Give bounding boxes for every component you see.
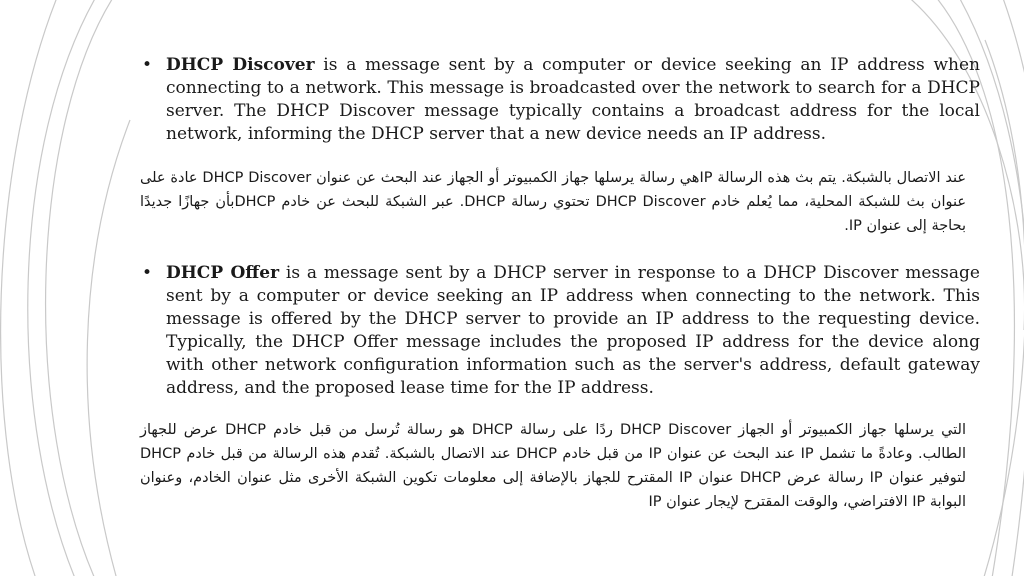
- left-arc-4: [1, 0, 60, 576]
- dhcp-discover-description: is a message sent by a computer or device seeking an IP address when connecting to a network. This message is broadcasted over the network to search for a DHCP server. The DHCP Discover message typically contains a broadcast address for the local network, informing the DHCP server that a new device needs an IP address.: [166, 55, 980, 144]
- dhcp-discover-arabic-translation: عند الاتصال بالشبكة. يتم بث هذه الرسالة IPهي رسالة يرسلها جهاز الكمبيوتر أو الجهاز عند البحث عن عنوان DHCP Discover عادة على عنوان بث للشبكة المحلية، مما يُعلم خادم DHCP Discover تحتوي رسالة DHCP. عبر الشبكة للبحث عن خادم DHCPبأن جهازًا جديدًا بحاجة إلى عنوان IP.: [140, 170, 967, 234]
- slide-content: [140, 54, 980, 514]
- bullet-marker: •: [142, 263, 153, 283]
- left-arc-1: [46, 0, 118, 576]
- bullet-dhcp-discover-english: [140, 54, 980, 146]
- term-dhcp-offer: DHCP Offer: [166, 263, 280, 283]
- bullet-dhcp-offer-english: [140, 262, 980, 400]
- dhcp-offer-description: is a message sent by a DHCP server in response to a DHCP Discover message sent by a computer or device seeking an IP address when connecting to the network. This message is offered by the DHCP server to provide an IP address to the requesting device. Typically, the DHCP Offer message includes the proposed IP address for the device along with other network configuration information such as the server's address, default gateway address, and the proposed lease time for the IP address.: [166, 263, 980, 398]
- bullet-marker: •: [142, 55, 153, 75]
- left-arc-2: [28, 0, 100, 576]
- right-arc-4: [1000, 0, 1024, 576]
- left-arc-3: [87, 120, 130, 576]
- right-arc-3: [980, 40, 1024, 576]
- dhcp-offer-arabic-translation: التي يرسلها جهاز الكمبيوتر أو الجهاز DHCP Discover ردًا على رسالة DHCP هو رسالة تُرسل من قبل خادم DHCP عرض للجهاز الطالب. وعادةً ما تشمل IP عند البحث عن عنوان IP من قبل خادم DHCP عند الاتصال بالشبكة. تُقدم هذه الرسالة من قبل خادم DHCP لتوفير عنوان IP رسالة عرض DHCP عنوان IP المقترح للجهاز بالإضافة إلى معلومات تكوين الشبكة الأخرى مثل عنوان الخادم، وعنوان البوابة IP الافتراضي، والوقت المقترح لإيجار عنوان IP: [140, 422, 966, 510]
- term-dhcp-discover: DHCP Discover: [166, 55, 315, 75]
